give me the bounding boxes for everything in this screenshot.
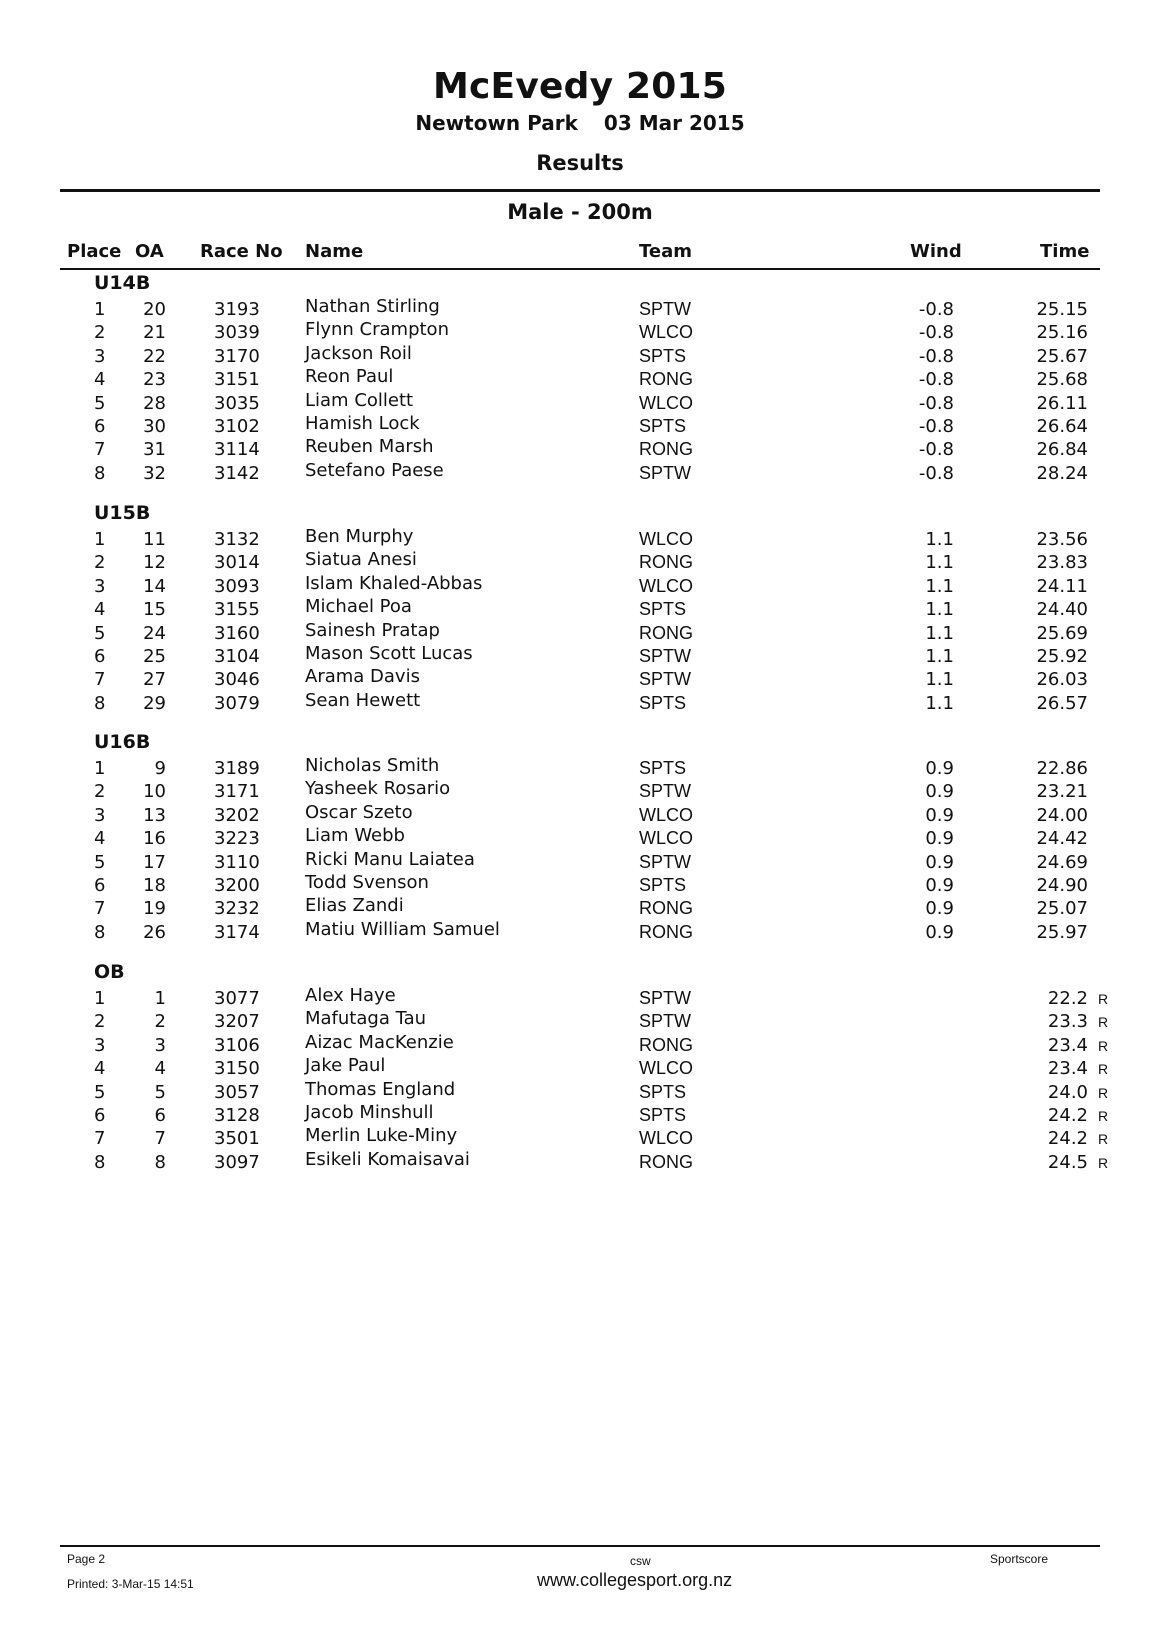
finish-time: 24.11 (1036, 575, 1088, 597)
wind-reading: -0.8 (918, 322, 954, 344)
team-code: WLCO (639, 529, 693, 549)
place: 4 (94, 599, 106, 621)
overall-place: 22 (143, 345, 166, 367)
race-number: 3155 (214, 599, 260, 621)
athlete-name: Jackson Roil (305, 342, 412, 364)
finish-time: 24.00 (1036, 804, 1088, 826)
finish-time: 26.84 (1036, 439, 1088, 461)
place: 6 (94, 1105, 106, 1126)
athlete-name: Sainesh Pratap (305, 619, 440, 641)
race-number: 3102 (214, 416, 260, 437)
col-header-oa: OA (135, 241, 164, 262)
place: 2 (94, 781, 106, 803)
team-code: SPTW (639, 851, 691, 872)
team-code: SPTS (639, 416, 687, 436)
record-flag: R (1098, 1131, 1109, 1148)
footer-url[interactable]: www.collegesport.org.nz (537, 1570, 733, 1590)
finish-time: 23.21 (1036, 781, 1088, 803)
overall-place: 1 (154, 988, 166, 1009)
team-code: WLCO (639, 1128, 693, 1149)
race-number: 3151 (214, 369, 260, 391)
overall-place: 24 (143, 622, 166, 644)
athlete-name: Todd Svenson (305, 872, 429, 893)
athlete-name: Mason Scott Lucas (305, 643, 473, 664)
age-group-heading: U14B (94, 272, 151, 294)
footer-org: csw (630, 1554, 651, 1568)
athlete-name: Jacob Minshull (305, 1102, 434, 1123)
race-number: 3193 (214, 299, 260, 320)
wind-reading: 0.9 (925, 898, 954, 920)
overall-place: 12 (143, 552, 166, 574)
place: 1 (94, 758, 106, 779)
place: 6 (94, 416, 106, 437)
place: 2 (94, 552, 106, 574)
finish-time: 26.64 (1036, 416, 1088, 437)
athlete-name: Thomas England (305, 1078, 456, 1100)
finish-time: 24.0 (1047, 1081, 1088, 1103)
overall-place: 29 (143, 692, 166, 714)
place: 8 (94, 1151, 106, 1173)
athlete-name: Nicholas Smith (305, 755, 440, 776)
place: 1 (94, 299, 106, 320)
team-code: SPTS (639, 599, 687, 620)
age-group-heading: U16B (94, 731, 151, 753)
record-flag: R (1098, 1037, 1109, 1054)
record-flag: R (1098, 1061, 1109, 1078)
race-number: 3097 (214, 1151, 260, 1173)
race-number: 3132 (214, 529, 260, 550)
place: 3 (94, 804, 106, 826)
race-number: 3170 (214, 345, 260, 367)
athlete-name: Ben Murphy (305, 526, 414, 547)
team-code: SPTW (639, 781, 691, 802)
overall-place: 23 (143, 369, 166, 391)
place: 6 (94, 646, 106, 667)
finish-time: 24.2 (1047, 1128, 1088, 1150)
overall-place: 32 (143, 462, 166, 484)
column-header-divider (60, 268, 1100, 270)
athlete-name: Sean Hewett (305, 689, 421, 711)
wind-reading: -0.8 (918, 439, 954, 461)
wind-reading: 0.9 (925, 781, 954, 803)
race-number: 3232 (214, 898, 260, 920)
athlete-name: Mafutaga Tau (305, 1008, 427, 1030)
wind-reading: -0.8 (918, 345, 954, 367)
finish-time: 25.15 (1036, 299, 1088, 320)
wind-reading: 1.1 (925, 646, 954, 667)
overall-place: 10 (143, 781, 166, 803)
place: 4 (94, 828, 106, 850)
athlete-name: Reon Paul (305, 366, 394, 388)
wind-reading: 1.1 (925, 529, 954, 550)
finish-time: 23.4 (1047, 1034, 1088, 1056)
finish-time: 22.2 (1047, 988, 1088, 1009)
finish-time: 24.90 (1036, 875, 1088, 896)
overall-place: 20 (143, 299, 166, 320)
place: 7 (94, 439, 106, 461)
athlete-name: Merlin Luke-Miny (305, 1125, 458, 1147)
place: 2 (94, 322, 106, 344)
place: 6 (94, 875, 106, 896)
place: 3 (94, 345, 106, 367)
athlete-name: Jake Paul (305, 1055, 386, 1077)
overall-place: 11 (143, 529, 166, 550)
wind-reading: 1.1 (925, 622, 954, 644)
finish-time: 28.24 (1036, 462, 1088, 484)
team-code: RONG (639, 1151, 693, 1172)
race-number: 3106 (214, 1034, 260, 1056)
finish-time: 22.86 (1036, 758, 1088, 779)
overall-place: 16 (143, 828, 166, 850)
overall-place: 6 (154, 1105, 166, 1126)
race-number: 3128 (214, 1105, 260, 1126)
overall-place: 30 (143, 416, 166, 437)
age-group-heading: OB (94, 961, 125, 983)
athlete-name: Yasheek Rosario (305, 778, 451, 800)
overall-place: 9 (154, 758, 166, 779)
race-number: 3142 (214, 462, 260, 484)
place: 8 (94, 692, 106, 714)
team-code: RONG (639, 898, 693, 919)
team-code: SPTS (639, 875, 687, 895)
col-header-time: Time (1040, 241, 1090, 262)
wind-reading: -0.8 (918, 462, 954, 484)
team-code: WLCO (639, 804, 693, 825)
record-flag: R (1098, 1014, 1109, 1031)
wind-reading: 0.9 (925, 758, 954, 779)
place: 1 (94, 988, 106, 1009)
record-flag: R (1098, 1154, 1109, 1171)
athlete-name: Reuben Marsh (305, 436, 434, 458)
team-code: SPTW (639, 988, 691, 1008)
team-code: SPTS (639, 758, 687, 778)
team-code: SPTS (639, 692, 687, 713)
wind-reading: -0.8 (918, 392, 954, 414)
place: 5 (94, 851, 106, 873)
athlete-name: Esikeli Komaisavai (305, 1148, 470, 1170)
footer-page: Page 2 (67, 1552, 106, 1566)
race-number: 3014 (214, 552, 260, 574)
place: 4 (94, 369, 106, 391)
athlete-name: Nathan Stirling (305, 296, 440, 317)
race-number: 3200 (214, 875, 260, 896)
col-header-name: Name (305, 241, 364, 262)
col-header-team: Team (639, 241, 692, 262)
team-code: SPTS (639, 1081, 687, 1102)
athlete-name: Ricki Manu Laiatea (305, 848, 475, 870)
record-flag: R (1098, 1108, 1109, 1124)
age-group-heading: U15B (94, 502, 151, 524)
athlete-name: Matiu William Samuel (305, 918, 500, 940)
finish-time: 25.07 (1036, 898, 1088, 920)
overall-place: 28 (143, 392, 166, 414)
overall-place: 3 (154, 1034, 166, 1056)
finish-time: 25.97 (1036, 921, 1088, 943)
finish-time: 26.11 (1036, 392, 1088, 414)
place: 8 (94, 921, 106, 943)
col-header-wind: Wind (910, 241, 962, 262)
team-code: WLCO (639, 322, 693, 343)
venue-date-line (0, 111, 1160, 135)
header-divider (60, 189, 1100, 192)
finish-time: 24.42 (1036, 828, 1088, 850)
race-number: 3110 (214, 851, 260, 873)
overall-place: 14 (143, 575, 166, 597)
athlete-name: Setefano Paese (305, 459, 444, 481)
wind-reading: -0.8 (918, 369, 954, 391)
athlete-name: Flynn Crampton (305, 319, 449, 341)
footer-printed: Printed: 3-Mar-15 14:51 (67, 1577, 194, 1591)
meet-date: 03 Mar 2015 (603, 111, 745, 135)
race-number: 3039 (214, 322, 260, 344)
finish-time: 25.69 (1036, 622, 1088, 644)
team-code: RONG (639, 439, 693, 460)
wind-reading: 1.1 (925, 575, 954, 597)
place: 4 (94, 1058, 106, 1080)
athlete-name: Elias Zandi (305, 895, 404, 917)
finish-time: 24.2 (1047, 1105, 1088, 1126)
wind-reading: 0.9 (925, 921, 954, 943)
finish-time: 23.56 (1036, 529, 1088, 550)
footer-divider (60, 1545, 1100, 1547)
race-number: 3174 (214, 921, 260, 943)
event-title: Male - 200m (507, 200, 653, 224)
wind-reading: 1.1 (925, 692, 954, 714)
wind-reading: 0.9 (925, 875, 954, 896)
overall-place: 2 (154, 1011, 166, 1033)
overall-place: 26 (143, 921, 166, 943)
col-header-race-no: Race No (200, 241, 283, 262)
athlete-name: Aizac MacKenzie (305, 1031, 454, 1053)
meet-title: McEvedy 2015 (432, 66, 727, 107)
wind-reading: 1.1 (925, 599, 954, 621)
race-number: 3114 (214, 439, 260, 461)
wind-reading: -0.8 (918, 416, 954, 437)
race-number: 3171 (214, 781, 260, 803)
race-number: 3035 (214, 392, 260, 414)
finish-time: 24.40 (1036, 599, 1088, 621)
race-number: 3160 (214, 622, 260, 644)
race-number: 3104 (214, 646, 260, 667)
athlete-name: Islam Khaled-Abbas (305, 572, 483, 594)
finish-time: 23.4 (1047, 1058, 1088, 1080)
overall-place: 19 (143, 898, 166, 920)
team-code: SPTW (639, 1011, 691, 1032)
race-number: 3223 (214, 828, 260, 850)
race-number: 3057 (214, 1081, 260, 1103)
finish-time: 26.03 (1036, 669, 1088, 691)
finish-time: 25.16 (1036, 322, 1088, 344)
overall-place: 13 (143, 804, 166, 826)
overall-place: 8 (154, 1151, 166, 1173)
record-flag: R (1098, 991, 1109, 1007)
team-code: WLCO (639, 828, 693, 849)
place: 8 (94, 462, 106, 484)
race-number: 3077 (214, 988, 260, 1009)
place: 5 (94, 622, 106, 644)
overall-place: 5 (154, 1081, 166, 1103)
overall-place: 4 (154, 1058, 166, 1080)
team-code: RONG (639, 1034, 693, 1055)
athlete-name: Liam Webb (305, 825, 405, 847)
wind-reading: -0.8 (918, 299, 954, 320)
overall-place: 25 (143, 646, 166, 667)
team-code: RONG (639, 622, 693, 643)
athlete-name: Oscar Szeto (305, 801, 413, 823)
team-code: RONG (639, 369, 693, 390)
place: 5 (94, 1081, 106, 1103)
finish-time: 23.83 (1036, 552, 1088, 574)
race-number: 3079 (214, 692, 260, 714)
athlete-name: Siatua Anesi (305, 549, 417, 571)
overall-place: 7 (154, 1128, 166, 1150)
race-number: 3150 (214, 1058, 260, 1080)
athlete-name: Liam Collett (305, 389, 414, 411)
overall-place: 31 (143, 439, 166, 461)
team-code: WLCO (639, 575, 693, 596)
wind-reading: 1.1 (925, 552, 954, 574)
overall-place: 27 (143, 669, 166, 691)
wind-reading: 0.9 (925, 804, 954, 826)
place: 7 (94, 669, 106, 691)
place: 5 (94, 392, 106, 414)
overall-place: 15 (143, 599, 166, 621)
finish-time: 24.69 (1036, 851, 1088, 873)
place: 7 (94, 1128, 106, 1150)
team-code: WLCO (639, 1058, 693, 1079)
race-number: 3046 (214, 669, 260, 691)
wind-reading: 1.1 (925, 669, 954, 691)
overall-place: 18 (143, 875, 166, 896)
results-heading: Results (536, 151, 624, 175)
race-number: 3202 (214, 804, 260, 826)
place: 7 (94, 898, 106, 920)
finish-time: 23.3 (1047, 1011, 1088, 1033)
place: 1 (94, 529, 106, 550)
team-code: SPTW (639, 669, 691, 690)
overall-place: 21 (143, 322, 166, 344)
venue: Newtown Park (415, 111, 578, 135)
team-code: RONG (639, 921, 693, 942)
team-code: SPTW (639, 646, 691, 666)
place: 2 (94, 1011, 106, 1033)
race-number: 3501 (214, 1128, 260, 1150)
team-code: RONG (639, 552, 693, 573)
finish-time: 26.57 (1036, 692, 1088, 714)
finish-time: 25.67 (1036, 345, 1088, 367)
wind-reading: 0.9 (925, 828, 954, 850)
team-code: SPTW (639, 462, 691, 483)
athlete-name: Alex Haye (305, 985, 396, 1006)
athlete-name: Hamish Lock (305, 413, 420, 434)
athlete-name: Michael Poa (305, 596, 412, 618)
finish-time: 25.92 (1036, 646, 1088, 667)
footer-software: Sportscore (990, 1552, 1049, 1566)
race-number: 3189 (214, 758, 260, 779)
team-code: SPTS (639, 345, 687, 366)
overall-place: 17 (143, 851, 166, 873)
wind-reading: 0.9 (925, 851, 954, 873)
record-flag: R (1098, 1084, 1109, 1101)
race-number: 3093 (214, 575, 260, 597)
athlete-name: Arama Davis (305, 666, 420, 688)
col-header-place: Place (67, 241, 122, 262)
team-code: SPTS (639, 1105, 687, 1125)
race-number: 3207 (214, 1011, 260, 1033)
finish-time: 24.5 (1047, 1151, 1088, 1173)
place: 3 (94, 575, 106, 597)
place: 3 (94, 1034, 106, 1056)
finish-time: 25.68 (1036, 369, 1088, 391)
team-code: WLCO (639, 392, 693, 413)
team-code: SPTW (639, 299, 691, 319)
